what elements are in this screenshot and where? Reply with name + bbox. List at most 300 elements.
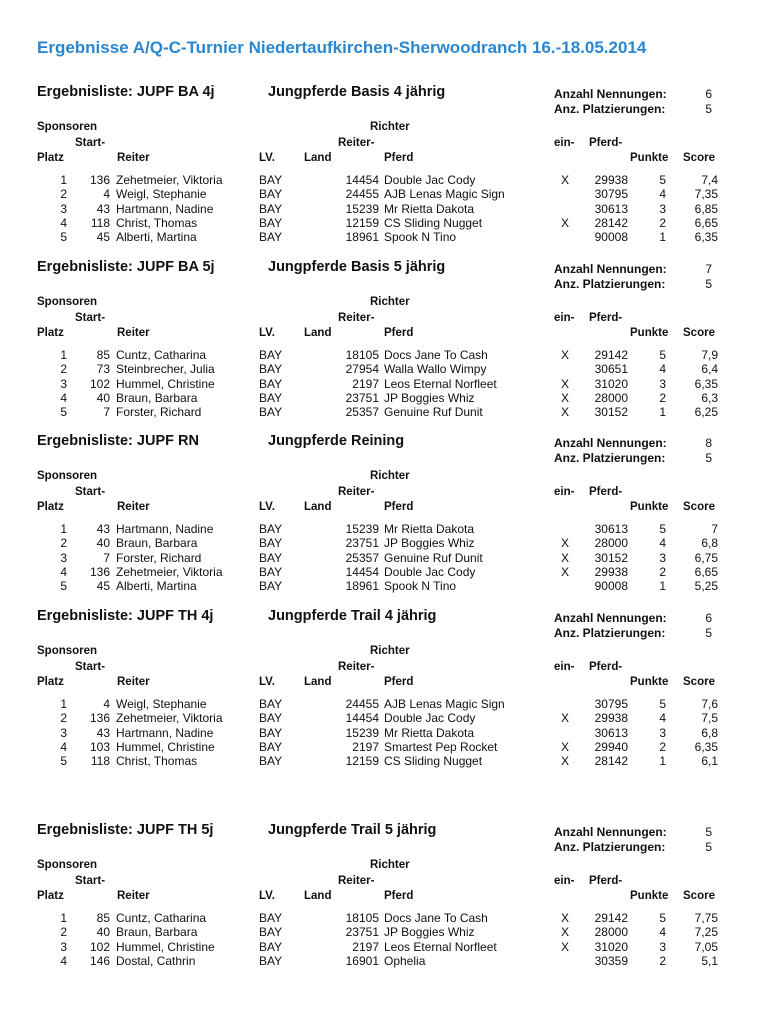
cell-reiter-nr: 16901 xyxy=(345,953,379,968)
cell-pferd-nr: 30795 xyxy=(594,187,628,202)
cell-pferd-nr: 29938 xyxy=(594,173,628,187)
column-header-score: Score xyxy=(683,327,715,339)
column-header-ein: ein- xyxy=(554,137,575,149)
cell-reiter-nr: 27954 xyxy=(345,362,379,377)
cell-platz: 5 xyxy=(60,405,67,420)
cell-rider: Forster, Richard xyxy=(116,550,202,565)
cell-punkte: 2 xyxy=(659,564,666,579)
cell-start-nr: 40 xyxy=(96,536,110,551)
cell-reiter-nr: 12159 xyxy=(345,215,379,230)
column-header-land: Land xyxy=(304,152,332,164)
table-row xyxy=(0,522,770,536)
competition-name: Jungpferde Basis 4 jährig xyxy=(268,84,446,100)
cell-punkte: 5 xyxy=(659,911,666,925)
cell-lv: BAY xyxy=(259,925,283,940)
cell-score: 7,75 xyxy=(694,911,718,925)
table-row xyxy=(0,173,770,187)
column-header-pferd-nr: Pferd- xyxy=(589,875,623,887)
table-row xyxy=(0,377,770,391)
cell-rider: Braun, Barbara xyxy=(116,536,198,551)
cell-rider: Christ, Thomas xyxy=(116,215,198,230)
cell-ein: X xyxy=(561,711,570,726)
cell-score: 6,65 xyxy=(694,215,718,230)
cell-rider: Braun, Barbara xyxy=(116,390,198,405)
cell-reiter-nr: 24455 xyxy=(345,187,379,202)
cell-platz: 2 xyxy=(60,187,67,202)
cell-punkte: 4 xyxy=(659,925,666,940)
table-row xyxy=(0,187,770,201)
cell-rider: Zehetmeier, Viktoria xyxy=(116,173,223,187)
sponsoren-label: Sponsoren xyxy=(37,296,98,308)
sponsoren-label: Sponsoren xyxy=(37,859,98,871)
cell-lv: BAY xyxy=(259,230,283,245)
cell-score: 7,6 xyxy=(701,697,718,711)
cell-punkte: 4 xyxy=(659,711,666,726)
cell-lv: BAY xyxy=(259,911,283,925)
cell-horse: Docs Jane To Cash xyxy=(384,911,488,925)
column-header-land: Land xyxy=(304,676,332,688)
result-section xyxy=(0,259,770,459)
cell-punkte: 3 xyxy=(659,725,666,740)
cell-ein: X xyxy=(561,215,570,230)
competition-name: Jungpferde Trail 5 jährig xyxy=(268,822,437,838)
cell-lv: BAY xyxy=(259,390,283,405)
table-row xyxy=(0,911,770,925)
cell-horse: Double Jac Cody xyxy=(384,711,476,726)
result-list-label: Ergebnisliste: JUPF TH 5j xyxy=(37,822,214,838)
cell-score: 7,5 xyxy=(701,711,718,726)
cell-horse: JP Boggies Whiz xyxy=(384,536,475,551)
cell-punkte: 3 xyxy=(659,550,666,565)
cell-score: 7,25 xyxy=(694,925,718,940)
cell-score: 7,9 xyxy=(701,348,718,362)
column-header-pferd-nr: Pferd- xyxy=(589,486,623,498)
anz-platzierungen-value: 5 xyxy=(705,626,712,640)
cell-horse: Walla Wallo Wimpy xyxy=(384,362,487,377)
cell-ein: X xyxy=(561,911,570,925)
anz-platzierungen-label: Anz. Platzierungen: xyxy=(554,277,666,291)
cell-platz: 2 xyxy=(60,925,67,940)
cell-horse: Spook N Tino xyxy=(384,579,457,594)
cell-punkte: 5 xyxy=(659,348,666,362)
cell-reiter-nr: 24455 xyxy=(345,697,379,711)
cell-rider: Weigl, Stephanie xyxy=(116,187,207,202)
cell-rider: Alberti, Martina xyxy=(116,579,197,594)
column-header-punkte: Punkte xyxy=(630,327,669,339)
cell-start-nr: 7 xyxy=(103,405,110,420)
anzahl-nennungen-label: Anzahl Nennungen: xyxy=(554,87,667,101)
cell-start-nr: 4 xyxy=(103,187,110,202)
cell-lv: BAY xyxy=(259,405,283,420)
cell-rider: Hummel, Christine xyxy=(116,939,215,954)
column-header-land: Land xyxy=(304,890,332,902)
richter-label: Richter xyxy=(370,121,410,133)
anzahl-nennungen-value: 5 xyxy=(705,825,712,839)
cell-horse: Genuine Ruf Dunit xyxy=(384,405,483,420)
cell-start-nr: 103 xyxy=(89,739,110,754)
cell-ein: X xyxy=(561,173,570,187)
cell-start-nr: 40 xyxy=(96,390,110,405)
cell-pferd-nr: 29940 xyxy=(594,739,628,754)
cell-reiter-nr: 25357 xyxy=(345,405,379,420)
cell-horse: JP Boggies Whiz xyxy=(384,390,475,405)
cell-rider: Hartmann, Nadine xyxy=(116,522,214,536)
cell-score: 6,35 xyxy=(694,230,718,245)
anzahl-nennungen-label: Anzahl Nennungen: xyxy=(554,611,667,625)
cell-lv: BAY xyxy=(259,725,283,740)
cell-rider: Hummel, Christine xyxy=(116,376,215,391)
richter-label: Richter xyxy=(370,645,410,657)
cell-horse: Spook N Tino xyxy=(384,230,457,245)
column-header-lv: LV. xyxy=(259,327,275,339)
cell-start-nr: 85 xyxy=(96,348,110,362)
cell-start-nr: 118 xyxy=(90,754,110,769)
anz-platzierungen-value: 5 xyxy=(705,840,712,854)
cell-platz: 1 xyxy=(60,911,67,925)
cell-reiter-nr: 23751 xyxy=(345,390,379,405)
cell-platz: 4 xyxy=(60,390,67,405)
column-header-ein: ein- xyxy=(554,661,575,673)
column-header-pferd: Pferd xyxy=(384,501,414,513)
cell-start-nr: 136 xyxy=(89,173,110,187)
result-section xyxy=(0,433,770,633)
table-row xyxy=(0,711,770,725)
cell-horse: AJB Lenas Magic Sign xyxy=(384,697,505,711)
cell-horse: Double Jac Cody xyxy=(384,173,476,187)
sponsoren-label: Sponsoren xyxy=(37,645,98,657)
column-header-start: Start- xyxy=(75,137,106,149)
table-row xyxy=(0,405,770,419)
table-row xyxy=(0,536,770,550)
column-header-start: Start- xyxy=(75,486,106,498)
column-header-start: Start- xyxy=(75,661,106,673)
cell-pferd-nr: 29938 xyxy=(594,564,628,579)
cell-platz: 1 xyxy=(60,348,67,362)
table-row xyxy=(0,216,770,230)
table-row xyxy=(0,579,770,593)
sponsoren-label: Sponsoren xyxy=(37,121,98,133)
column-header-reiter-nr: Reiter- xyxy=(338,875,375,887)
cell-pferd-nr: 30152 xyxy=(594,405,628,420)
cell-score: 7,4 xyxy=(701,173,718,187)
cell-score: 6,4 xyxy=(701,362,718,377)
result-list-label: Ergebnisliste: JUPF RN xyxy=(37,433,199,449)
cell-lv: BAY xyxy=(259,536,283,551)
cell-punkte: 5 xyxy=(659,697,666,711)
column-header-pferd: Pferd xyxy=(384,676,414,688)
column-header-reiter: Reiter xyxy=(117,152,150,164)
anz-platzierungen-value: 5 xyxy=(705,451,712,465)
cell-reiter-nr: 12159 xyxy=(345,754,379,769)
column-header-lv: LV. xyxy=(259,890,275,902)
cell-lv: BAY xyxy=(259,550,283,565)
cell-lv: BAY xyxy=(259,697,283,711)
column-header-score: Score xyxy=(683,501,715,513)
table-row xyxy=(0,362,770,376)
column-header-pferd-nr: Pferd- xyxy=(589,661,623,673)
cell-lv: BAY xyxy=(259,564,283,579)
cell-pferd-nr: 90008 xyxy=(594,579,628,594)
cell-start-nr: 43 xyxy=(96,725,110,740)
cell-lv: BAY xyxy=(259,215,283,230)
cell-pferd-nr: 28000 xyxy=(594,390,628,405)
cell-platz: 3 xyxy=(60,939,67,954)
result-list-label: Ergebnisliste: JUPF TH 4j xyxy=(37,608,214,624)
cell-horse: Leos Eternal Norfleet xyxy=(384,376,497,391)
cell-start-nr: 102 xyxy=(89,376,110,391)
sponsoren-label: Sponsoren xyxy=(37,470,98,482)
cell-lv: BAY xyxy=(259,376,283,391)
cell-pferd-nr: 30795 xyxy=(594,697,628,711)
cell-reiter-nr: 14454 xyxy=(345,173,379,187)
cell-score: 7,05 xyxy=(694,939,718,954)
column-header-land: Land xyxy=(304,501,332,513)
cell-ein: X xyxy=(561,754,570,769)
cell-platz: 4 xyxy=(60,564,67,579)
cell-pferd-nr: 30613 xyxy=(594,725,628,740)
cell-lv: BAY xyxy=(259,711,283,726)
cell-punkte: 2 xyxy=(659,953,666,968)
column-header-reiter-nr: Reiter- xyxy=(338,661,375,673)
cell-ein: X xyxy=(561,348,570,362)
column-header-lv: LV. xyxy=(259,676,275,688)
cell-start-nr: 7 xyxy=(103,550,110,565)
cell-reiter-nr: 15239 xyxy=(345,522,379,536)
cell-horse: Ophelia xyxy=(384,953,426,968)
cell-platz: 1 xyxy=(60,697,67,711)
cell-score: 6,8 xyxy=(701,725,718,740)
cell-horse: Leos Eternal Norfleet xyxy=(384,939,497,954)
cell-pferd-nr: 30651 xyxy=(594,362,628,377)
cell-reiter-nr: 25357 xyxy=(345,550,379,565)
table-row xyxy=(0,925,770,939)
cell-horse: Docs Jane To Cash xyxy=(384,348,488,362)
cell-score: 5,25 xyxy=(694,579,718,594)
table-row xyxy=(0,940,770,954)
column-header-pferd: Pferd xyxy=(384,152,414,164)
result-table xyxy=(0,348,770,419)
table-row xyxy=(0,565,770,579)
cell-lv: BAY xyxy=(259,187,283,202)
column-header-start: Start- xyxy=(75,312,106,324)
cell-reiter-nr: 23751 xyxy=(345,536,379,551)
cell-reiter-nr: 2197 xyxy=(352,739,379,754)
cell-horse: Smartest Pep Rocket xyxy=(384,739,498,754)
anz-platzierungen-value: 5 xyxy=(705,277,712,291)
cell-reiter-nr: 15239 xyxy=(345,725,379,740)
column-header-platz: Platz xyxy=(37,890,64,902)
cell-reiter-nr: 18105 xyxy=(345,348,379,362)
column-header-reiter: Reiter xyxy=(117,890,150,902)
result-table xyxy=(0,522,770,593)
cell-punkte: 3 xyxy=(659,201,666,216)
column-header-punkte: Punkte xyxy=(630,501,669,513)
column-header-ein: ein- xyxy=(554,875,575,887)
cell-start-nr: 118 xyxy=(90,215,110,230)
cell-platz: 2 xyxy=(60,711,67,726)
cell-lv: BAY xyxy=(259,739,283,754)
cell-ein: X xyxy=(561,390,570,405)
result-section xyxy=(0,608,770,808)
cell-start-nr: 40 xyxy=(96,925,110,940)
cell-rider: Cuntz, Catharina xyxy=(116,911,207,925)
cell-ein: X xyxy=(561,739,570,754)
cell-pferd-nr: 28000 xyxy=(594,925,628,940)
cell-score: 6,8 xyxy=(701,536,718,551)
cell-rider: Hartmann, Nadine xyxy=(116,725,214,740)
table-row xyxy=(0,954,770,968)
cell-lv: BAY xyxy=(259,173,283,187)
anzahl-nennungen-value: 6 xyxy=(705,611,712,625)
result-table xyxy=(0,911,770,968)
cell-punkte: 4 xyxy=(659,362,666,377)
cell-start-nr: 102 xyxy=(89,939,110,954)
column-header-reiter-nr: Reiter- xyxy=(338,486,375,498)
anz-platzierungen-label: Anz. Platzierungen: xyxy=(554,626,666,640)
cell-ein: X xyxy=(561,925,570,940)
cell-pferd-nr: 28142 xyxy=(594,215,628,230)
column-header-lv: LV. xyxy=(259,152,275,164)
cell-platz: 5 xyxy=(60,230,67,245)
cell-reiter-nr: 14454 xyxy=(345,564,379,579)
cell-rider: Christ, Thomas xyxy=(116,754,198,769)
cell-ein: X xyxy=(561,376,570,391)
cell-reiter-nr: 18961 xyxy=(345,579,379,594)
cell-start-nr: 43 xyxy=(96,201,110,216)
cell-ein: X xyxy=(561,536,570,551)
cell-start-nr: 43 xyxy=(96,522,110,536)
cell-score: 6,65 xyxy=(694,564,718,579)
cell-lv: BAY xyxy=(259,579,283,594)
cell-platz: 3 xyxy=(60,376,67,391)
cell-horse: Double Jac Cody xyxy=(384,564,476,579)
cell-platz: 3 xyxy=(60,725,67,740)
cell-score: 7 xyxy=(711,522,718,536)
cell-rider: Cuntz, Catharina xyxy=(116,348,207,362)
table-row xyxy=(0,202,770,216)
result-section xyxy=(0,84,770,284)
cell-pferd-nr: 29142 xyxy=(594,911,628,925)
table-row xyxy=(0,740,770,754)
cell-pferd-nr: 90008 xyxy=(594,230,628,245)
cell-horse: Mr Rietta Dakota xyxy=(384,522,475,536)
anzahl-nennungen-value: 8 xyxy=(705,436,712,450)
column-header-ein: ein- xyxy=(554,486,575,498)
cell-pferd-nr: 29938 xyxy=(594,711,628,726)
competition-name: Jungpferde Reining xyxy=(268,433,405,449)
cell-platz: 1 xyxy=(60,522,67,536)
cell-platz: 5 xyxy=(60,579,67,594)
cell-horse: AJB Lenas Magic Sign xyxy=(384,187,505,202)
column-header-platz: Platz xyxy=(37,327,64,339)
cell-lv: BAY xyxy=(259,201,283,216)
cell-platz: 4 xyxy=(60,953,67,968)
anzahl-nennungen-label: Anzahl Nennungen: xyxy=(554,825,667,839)
cell-punkte: 3 xyxy=(659,939,666,954)
cell-score: 6,25 xyxy=(694,405,718,420)
column-header-reiter: Reiter xyxy=(117,327,150,339)
document-title: Ergebnisse A/Q-C-Turnier Niedertaufkirchen-Sherwoodranch 16.-18.05.2014 xyxy=(37,38,647,57)
column-header-score: Score xyxy=(683,890,715,902)
column-header-pferd-nr: Pferd- xyxy=(589,137,623,149)
column-header-start: Start- xyxy=(75,875,106,887)
cell-lv: BAY xyxy=(259,953,283,968)
column-header-reiter-nr: Reiter- xyxy=(338,137,375,149)
anz-platzierungen-value: 5 xyxy=(705,102,712,116)
cell-horse: Mr Rietta Dakota xyxy=(384,201,475,216)
cell-start-nr: 136 xyxy=(89,711,110,726)
cell-rider: Forster, Richard xyxy=(116,405,202,420)
cell-score: 6,75 xyxy=(694,550,718,565)
cell-score: 6,35 xyxy=(694,376,718,391)
anz-platzierungen-label: Anz. Platzierungen: xyxy=(554,840,666,854)
table-row xyxy=(0,726,770,740)
column-header-score: Score xyxy=(683,152,715,164)
cell-start-nr: 146 xyxy=(89,953,110,968)
anzahl-nennungen-value: 6 xyxy=(705,87,712,101)
column-header-punkte: Punkte xyxy=(630,676,669,688)
cell-platz: 1 xyxy=(60,173,67,187)
column-header-pferd: Pferd xyxy=(384,890,414,902)
cell-pferd-nr: 28142 xyxy=(594,754,628,769)
richter-label: Richter xyxy=(370,859,410,871)
result-table xyxy=(0,173,770,244)
cell-rider: Zehetmeier, Viktoria xyxy=(116,711,223,726)
table-row xyxy=(0,348,770,362)
cell-platz: 2 xyxy=(60,362,67,377)
cell-horse: Mr Rietta Dakota xyxy=(384,725,475,740)
cell-platz: 3 xyxy=(60,550,67,565)
cell-rider: Dostal, Cathrin xyxy=(116,953,196,968)
cell-platz: 5 xyxy=(60,754,67,769)
cell-reiter-nr: 18105 xyxy=(345,911,379,925)
table-row xyxy=(0,551,770,565)
cell-platz: 3 xyxy=(60,201,67,216)
column-header-reiter: Reiter xyxy=(117,501,150,513)
cell-reiter-nr: 15239 xyxy=(345,201,379,216)
cell-horse: CS Sliding Nugget xyxy=(384,754,483,769)
table-row xyxy=(0,754,770,768)
cell-pferd-nr: 31020 xyxy=(594,939,628,954)
cell-pferd-nr: 30359 xyxy=(594,953,628,968)
competition-name: Jungpferde Trail 4 jährig xyxy=(268,608,437,624)
anzahl-nennungen-label: Anzahl Nennungen: xyxy=(554,262,667,276)
column-header-pferd: Pferd xyxy=(384,327,414,339)
anz-platzierungen-label: Anz. Platzierungen: xyxy=(554,451,666,465)
cell-score: 6,35 xyxy=(694,739,718,754)
cell-lv: BAY xyxy=(259,362,283,377)
anz-platzierungen-label: Anz. Platzierungen: xyxy=(554,102,666,116)
cell-platz: 4 xyxy=(60,215,67,230)
cell-punkte: 1 xyxy=(659,754,666,769)
cell-lv: BAY xyxy=(259,348,283,362)
cell-ein: X xyxy=(561,405,570,420)
cell-pferd-nr: 29142 xyxy=(594,348,628,362)
cell-lv: BAY xyxy=(259,522,283,536)
cell-punkte: 4 xyxy=(659,536,666,551)
cell-pferd-nr: 30613 xyxy=(594,522,628,536)
column-header-land: Land xyxy=(304,327,332,339)
column-header-punkte: Punkte xyxy=(630,152,669,164)
cell-platz: 4 xyxy=(60,739,67,754)
cell-pferd-nr: 28000 xyxy=(594,536,628,551)
anzahl-nennungen-value: 7 xyxy=(705,262,712,276)
cell-punkte: 1 xyxy=(659,405,666,420)
cell-punkte: 2 xyxy=(659,215,666,230)
cell-punkte: 2 xyxy=(659,390,666,405)
cell-rider: Braun, Barbara xyxy=(116,925,198,940)
cell-rider: Steinbrecher, Julia xyxy=(116,362,215,377)
